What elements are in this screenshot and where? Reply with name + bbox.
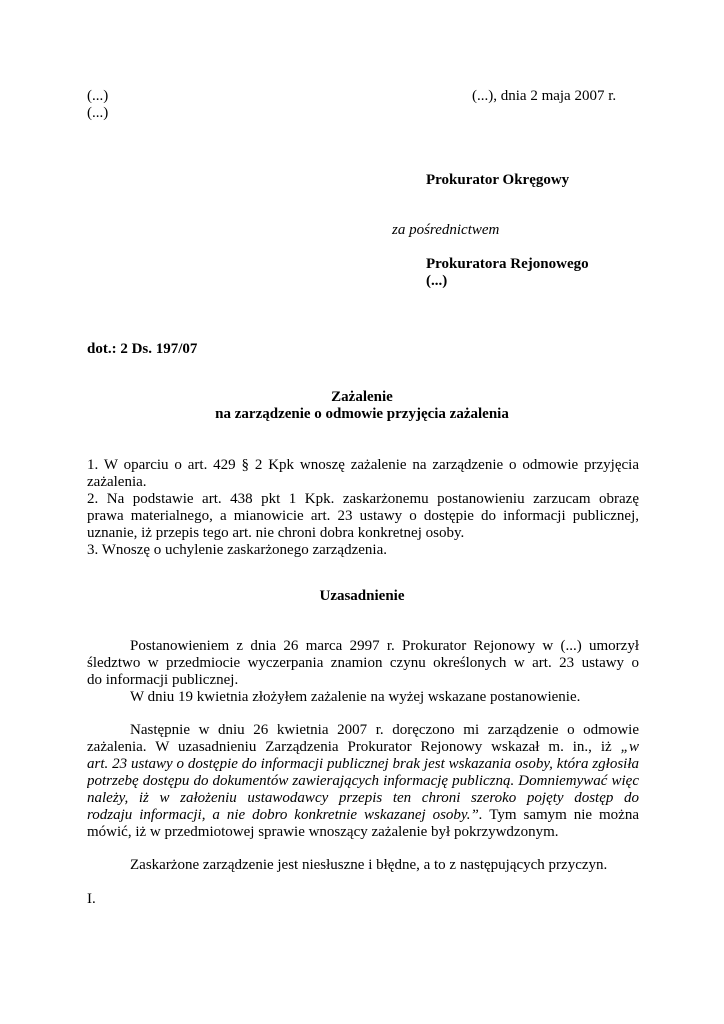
paragraph-4-line-1: Zaskarżone zarządzenie jest niesłuszne i błędne, a to z następujących przyczyn. <box>130 857 608 873</box>
addressee-title: Prokurator Okręgowy <box>426 172 570 188</box>
paragraph-3-line-6 <box>87 807 639 824</box>
paragraph-4 <box>87 857 639 874</box>
paragraph-2-line-1: W dniu 19 kwietnia złożyłem zażalenie na wyżej wskazane postanowienie. <box>130 689 581 705</box>
via-label: za pośrednictwem <box>392 222 500 238</box>
point-3-line-1: 3. Wnoszę o uchylenie zaskarżonego zarządzenia. <box>87 542 387 558</box>
paragraph-3-line-1: Następnie w dniu 26 kwietnia 2007 r. doręczono mi zarządzenie o odmowie <box>130 722 639 738</box>
paragraph-3-line-6-regular: Tym samym nie można <box>482 807 639 823</box>
justification-heading: Uzasadnienie <box>319 588 405 604</box>
paragraph-1-line-3: do informacji publicznej. <box>87 672 239 688</box>
document-title: Zażalenie <box>331 389 393 405</box>
place-and-date: (...), dnia 2 maja 2007 r. <box>472 88 617 104</box>
point-2-line-2: prawa materialnego, a mianowicie art. 23 ustawy o dostępie do informacji publicznej, <box>87 508 639 524</box>
paragraph-3-line-2-quote: „w <box>620 739 639 755</box>
paragraph-3-line-7: mówić, iż w przedmiotowej sprawie wnoszący zażalenie był pokrzywdzonym. <box>87 824 559 840</box>
via-place: (...) <box>426 273 448 289</box>
paragraph-1 <box>87 638 639 706</box>
point-1-line-2: zażalenia. <box>87 474 147 490</box>
document-subtitle: na zarządzenie o odmowie przyjęcia zażalenia <box>215 406 509 422</box>
paragraph-3-line-5: należy, iż w założeniu ustawodawcy przepis ten chroni szeroko pojęty dostęp do <box>87 790 639 806</box>
paragraph-3-line-2-regular: zażalenia. W uzasadnieniu Zarządzenia Prokurator Rejonowy wskazał m. in., iż <box>87 739 621 755</box>
paragraph-3-line-2 <box>87 739 639 756</box>
point-2-line-3: uznanie, iż przepis tego art. nie chroni dobra konkretnej osoby. <box>87 525 465 541</box>
sender-line-2: (...) <box>87 105 109 121</box>
via-name: Prokuratora Rejonowego <box>426 256 589 272</box>
paragraph-3-line-4: potrzebę dostępu do dokumentów zawierających informację publiczną. Domniemywać więc <box>87 773 639 789</box>
paragraph-1-line-2: śledztwo w przedmiocie wyczerpania znamion czynu określonych w art. 23 ustawy o <box>87 655 639 671</box>
points-block <box>87 457 639 559</box>
paragraph-3 <box>87 722 639 841</box>
point-2-line-1: 2. Na podstawie art. 438 pkt 1 Kpk. zaskarżonemu postanowieniu zarzucam obrazę <box>87 491 639 507</box>
paragraph-3-line-6-quote: rodzaju informacji, a nie dobro konkretnie wskazanej osoby.”. <box>87 807 483 823</box>
paragraph-1-line-1: Postanowieniem z dnia 26 marca 2997 r. Prokurator Rejonowy w (...) umorzył <box>130 638 639 654</box>
section-marker: I. <box>87 891 96 907</box>
sender-line-1: (...) <box>87 88 109 104</box>
point-1-line-1: 1. W oparciu o art. 429 § 2 Kpk wnoszę zażalenie na zarządzenie o odmowie przyjęcia <box>87 457 639 473</box>
paragraph-3-line-3: art. 23 ustawy o dostępie do informacji publicznej brak jest wskazania osoby, która zgłosiła <box>87 756 639 772</box>
case-reference: dot.: 2 Ds. 197/07 <box>87 341 198 357</box>
